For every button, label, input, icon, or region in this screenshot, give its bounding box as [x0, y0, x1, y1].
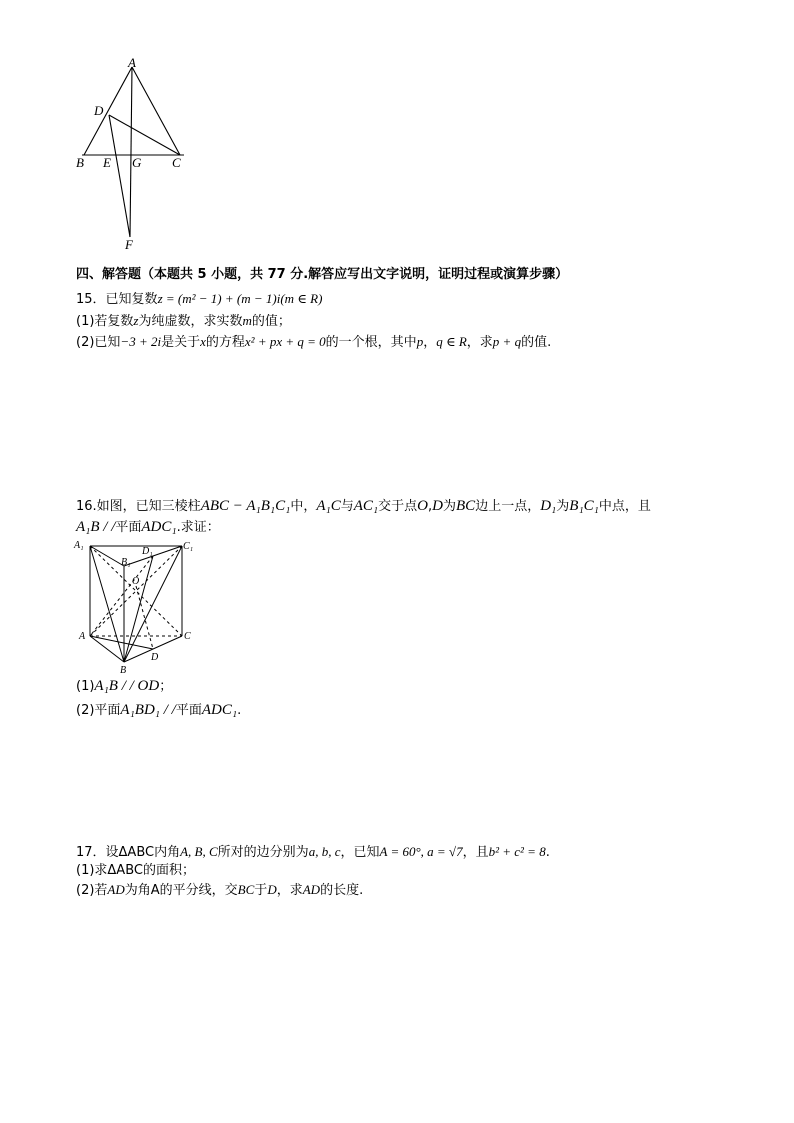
triangle-figure — [70, 55, 200, 255]
q15-p1-var-m: m — [242, 313, 252, 328]
section-heading: 四、解答题（本题共 5 小题，共 77 分.解答应写出文字说明，证明过程或演算步骤） — [76, 267, 569, 282]
label-c: C — [172, 155, 181, 170]
segment-df — [109, 115, 130, 237]
q17-text3: ，已知 — [340, 845, 380, 860]
q15-p2-root: −3 + 2i — [120, 334, 162, 349]
q16-p2-expr2: ADC₁ — [201, 702, 238, 718]
q16-stem-line1 — [76, 497, 651, 516]
q15-p2-text4: 的一个根，其中 — [325, 335, 417, 350]
q17-sides: a, b, c — [308, 844, 341, 859]
prism-figure — [72, 536, 202, 676]
q15-p2-text: (2)已知 — [76, 335, 121, 350]
q16-text5: 为 — [443, 499, 457, 514]
q15-part1 — [76, 312, 291, 331]
q15-p1-var-z: z — [133, 313, 139, 328]
q15-p2-var-q: q ∈ R — [436, 334, 467, 349]
segment-ag — [130, 67, 132, 237]
q15-formula: z = (m² − 1) + (m − 1)i(m ∈ R) — [157, 291, 323, 306]
q15-p1-text: (1)若复数 — [76, 314, 134, 329]
q16-d1: D₁ — [540, 498, 557, 514]
q17-p2-bc: BC — [237, 882, 255, 897]
q17-text4: ，且 — [462, 845, 489, 860]
q16-comma: , — [428, 499, 433, 514]
q16-text8: 中点，且 — [598, 499, 651, 514]
label-f: F — [125, 237, 133, 252]
q16-a1b-parallel: A₁B / / — [76, 519, 116, 535]
q17-part2 — [76, 881, 363, 900]
label-d: D — [94, 103, 104, 118]
q17-p2-d: D — [267, 882, 277, 897]
q16-text3: 与 — [340, 499, 354, 514]
q15-p2-text5: ，求 — [466, 335, 493, 350]
q17-angles: A, B, C — [180, 844, 218, 859]
label-c: C — [184, 631, 191, 642]
q17-condition: A = 60°, a = √7 — [379, 844, 463, 859]
label-d1: D₁ — [142, 546, 153, 557]
label-d: D — [151, 652, 159, 663]
q15-p2-sum: p + q — [492, 334, 522, 349]
q15-p2-text6: 的值. — [521, 335, 552, 350]
q16-o: O — [417, 498, 429, 514]
q16-prism: ABC − A₁B₁C₁ — [200, 498, 291, 514]
q17-p2-ad2: AD — [302, 882, 321, 897]
q16-p1-expr: A₁B / / OD — [94, 678, 160, 694]
q16-p2-end: . — [237, 703, 242, 718]
label-b: B — [120, 665, 127, 676]
q15-p2-comma: ， — [423, 335, 437, 350]
q17-p2-ad: AD — [107, 882, 125, 897]
label-a1: A₁ — [74, 540, 84, 551]
label-b1: B₁ — [121, 557, 131, 568]
q16-text7: 为 — [556, 499, 570, 514]
q15-p2-equation: x² + px + q = 0 — [244, 334, 326, 349]
q15-stem — [76, 290, 322, 309]
q17-text2: 所对的边分别为 — [217, 845, 309, 860]
q16-stem-line2 — [76, 518, 220, 537]
segment-ab — [84, 67, 132, 155]
q15-p1-text2: 为纯虚数，求实数 — [138, 314, 243, 329]
q17-stem — [76, 843, 550, 862]
label-a: A — [128, 55, 136, 70]
q17-p2-text4: ，求 — [276, 883, 303, 898]
q16-plane-text: 平面 — [115, 520, 142, 535]
q17-p2-end: 的长度. — [320, 883, 364, 898]
label-b: B — [76, 155, 84, 170]
q16-b1c1: B₁C₁ — [569, 498, 599, 514]
q16-part1 — [76, 677, 172, 696]
q17-p2-text3: 于 — [254, 883, 268, 898]
label-e: E — [103, 155, 111, 170]
q16-prove-text: .求证： — [176, 520, 220, 535]
q16-p1-end: ； — [159, 679, 173, 694]
q17-end: . — [545, 845, 550, 860]
q16-p1-num: (1) — [76, 679, 95, 694]
q15-p2-text2: 是关于 — [161, 335, 201, 350]
q16-ac1: AC₁ — [353, 498, 379, 514]
q16-text4: 交于点 — [378, 499, 418, 514]
q15-p2-text3: 的方程 — [205, 335, 245, 350]
label-a: A — [79, 631, 86, 642]
label-c1: C₁ — [183, 541, 194, 552]
label-g: G — [132, 155, 142, 170]
q15-part2 — [76, 333, 551, 352]
q15-number: 15． — [76, 292, 106, 307]
q16-a1c: A₁C — [316, 498, 341, 514]
q16-p2-plane: 平面 — [175, 703, 202, 718]
q16-text6: 边上一点， — [475, 499, 541, 514]
q17-equation: b² + c² = 8 — [488, 844, 546, 859]
q16-text: 16.如图，已知三棱柱 — [76, 499, 201, 514]
label-o: O — [132, 576, 140, 587]
q16-d: D — [432, 498, 443, 514]
q17-text: 17．设ΔABC内角 — [76, 845, 181, 860]
q16-part2 — [76, 701, 241, 720]
q16-text2: 中， — [290, 499, 317, 514]
q15-p2-var-p: p — [416, 334, 424, 349]
q17-p2-text: (2)若 — [76, 883, 108, 898]
q15-p1-text3: 的值； — [251, 314, 291, 329]
q16-p2-expr1: A₁BD₁ / / — [120, 702, 176, 718]
q16-adc1: ADC₁ — [141, 519, 177, 535]
q15-intro: 已知复数 — [105, 292, 158, 307]
q16-bc: BC — [456, 498, 476, 514]
q16-p2-text: (2)平面 — [76, 703, 121, 718]
q17-part1: (1)求ΔABC的面积； — [76, 863, 195, 878]
q15-p2-var-x: x — [200, 334, 206, 349]
q17-p2-text2: 为角A的平分线，交 — [124, 883, 238, 898]
